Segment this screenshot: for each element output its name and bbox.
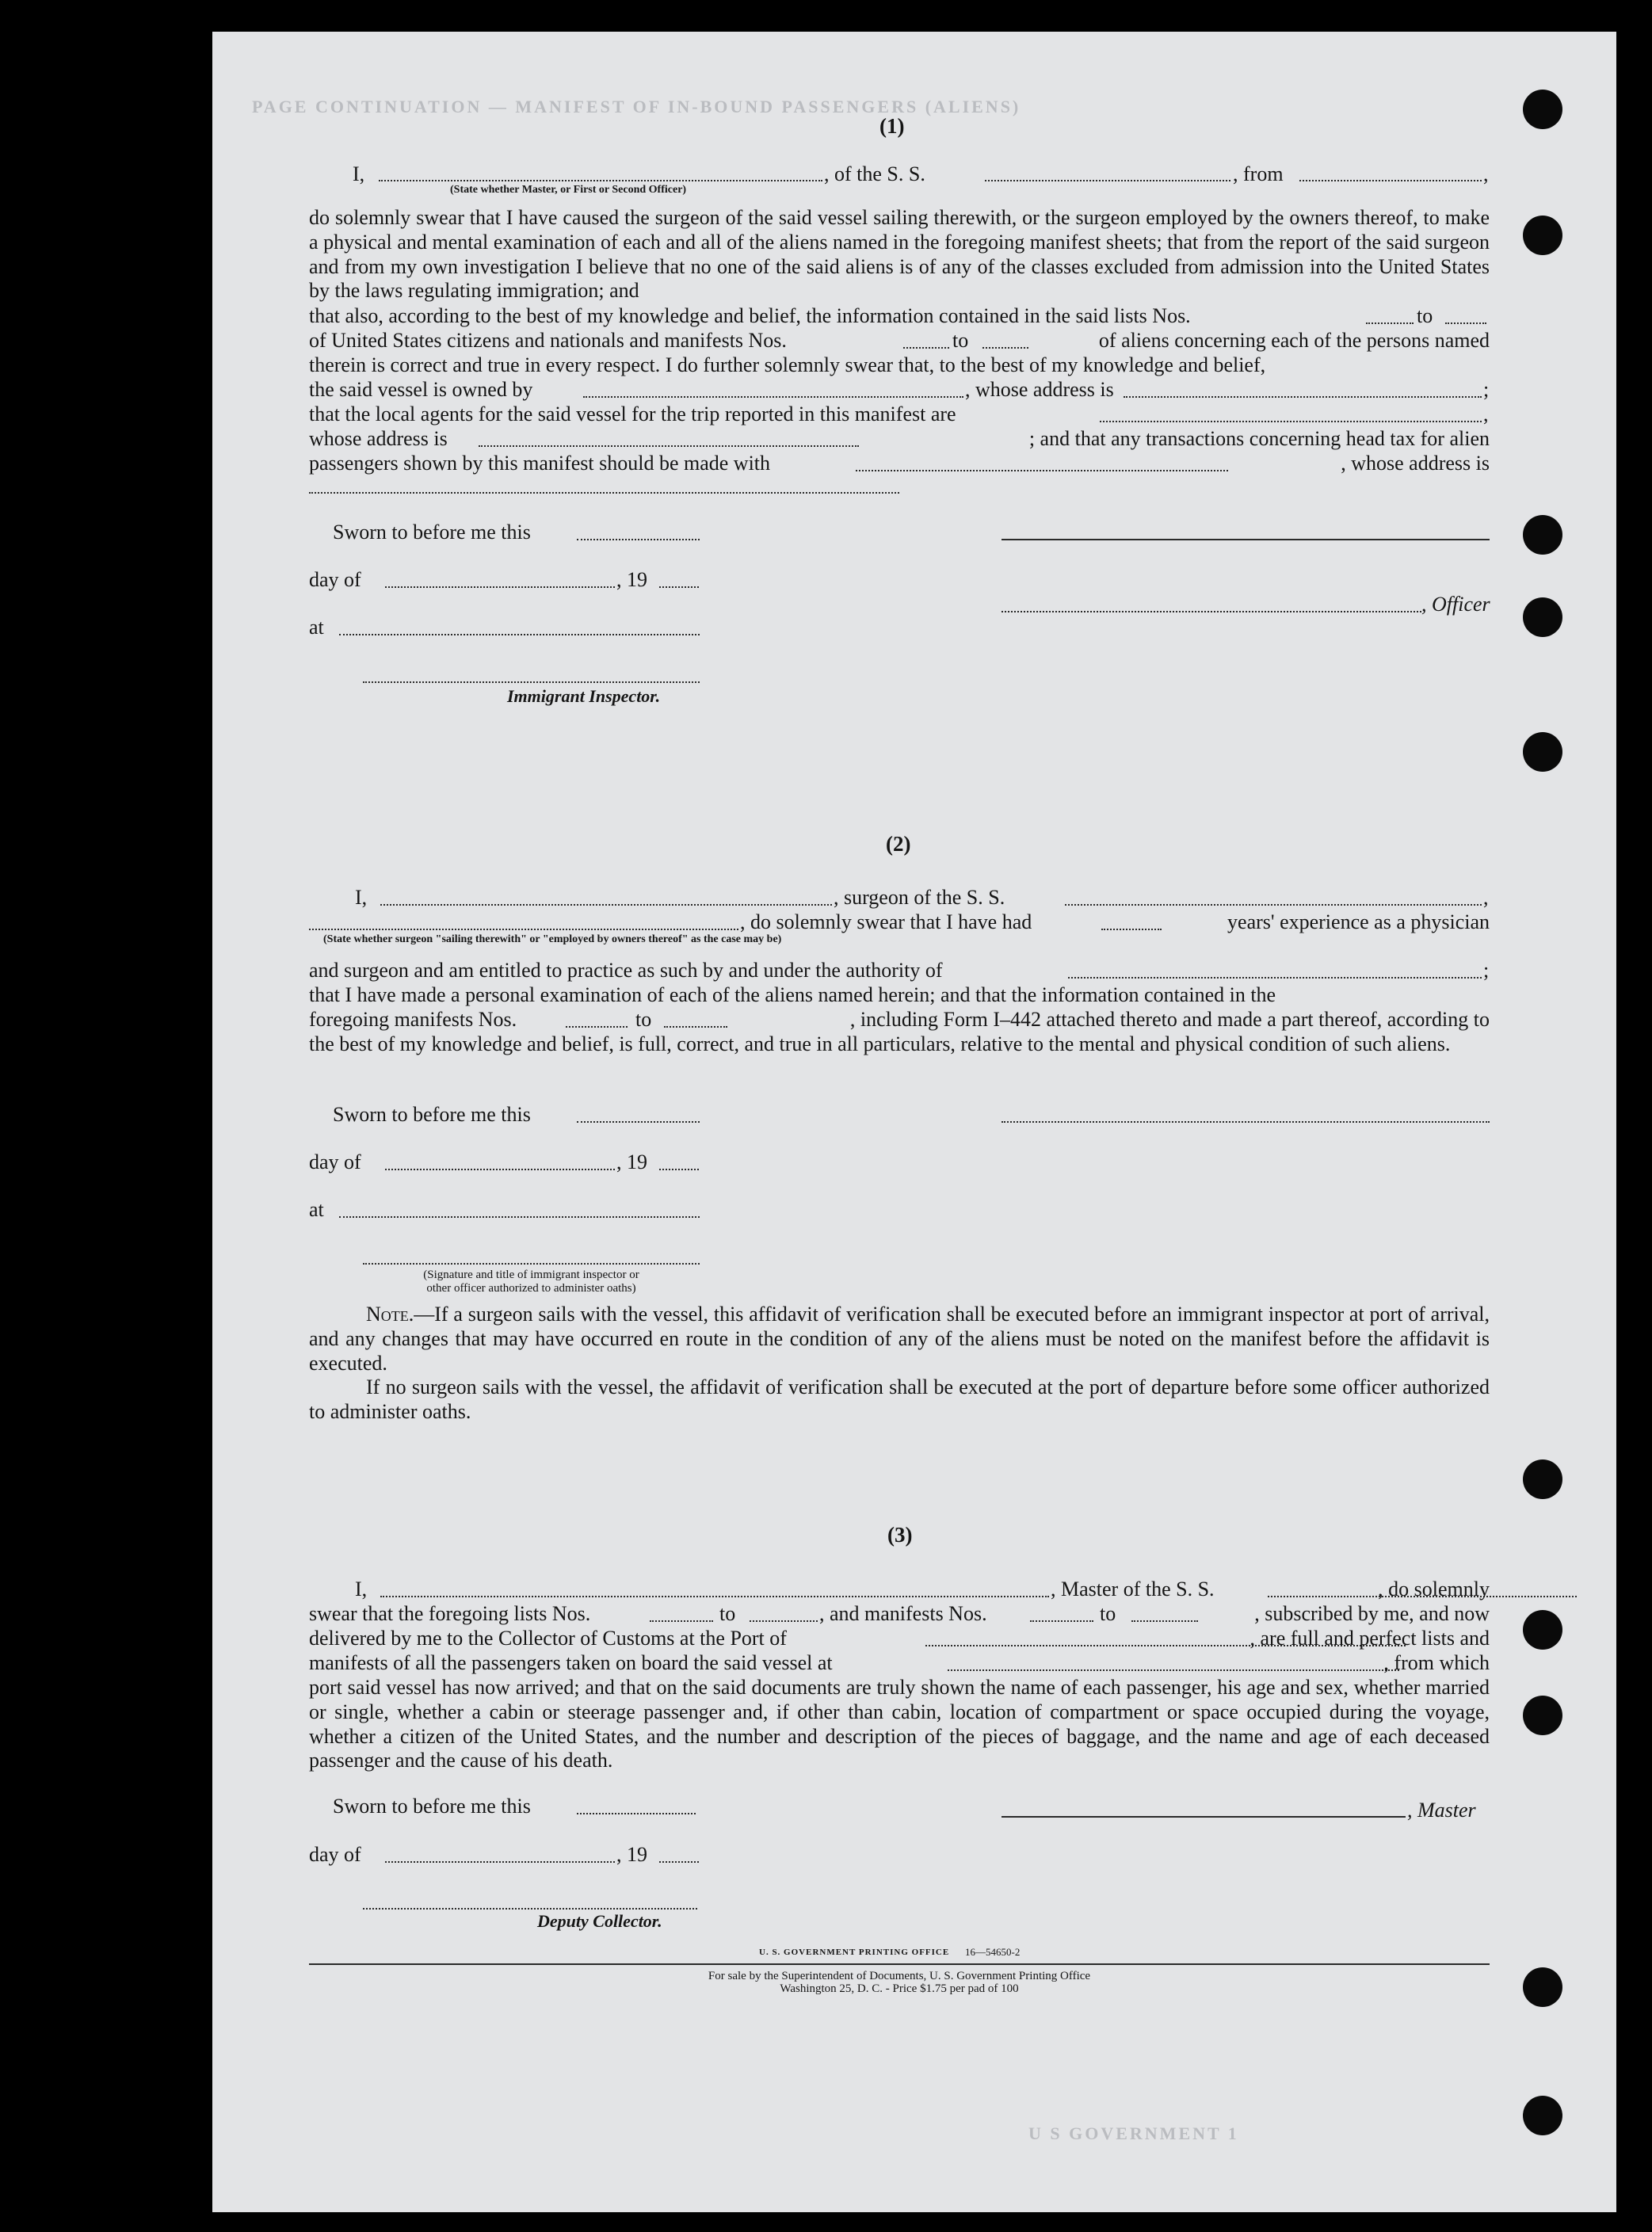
s2-surgeon-name-field[interactable] (380, 904, 832, 906)
s2-inspector-signature-line[interactable] (363, 1263, 700, 1265)
s1-semicolon: ; (1483, 378, 1490, 401)
section-3-number: (3) (887, 1523, 913, 1547)
s1-agents-address-label: whose address is (309, 427, 448, 450)
s3-manifests-from-field[interactable] (1030, 1620, 1093, 1622)
s1-day-of: day of (309, 568, 361, 591)
s2-note-text: —If a surgeon sails with the vessel, this affidavit of verification shall be executed before an immigrant inspector at port of arrival, and any changes that may have occurred en route in the condition of any of the aliens must be noted on the manifest before the affidavit is executed. (309, 1303, 1490, 1375)
s1-lists-to-field[interactable] (1445, 322, 1486, 324)
s1-agents-address-field[interactable] (479, 445, 859, 447)
s1-year-field[interactable] (659, 586, 699, 588)
s2-examination-text: that I have made a personal examination of each of the aliens named herein; and that the information contained in the (309, 983, 1276, 1006)
s1-sworn: Sworn to before me this (333, 521, 531, 544)
s3-master-of-ss: , Master of the S. S. (1051, 1578, 1215, 1601)
s1-aliens-text: of aliens concerning each of the persons named (1098, 329, 1490, 352)
s1-at-place-field[interactable] (339, 634, 700, 635)
s1-head-tax-address-label: , whose address is (1341, 452, 1490, 475)
s1-lists-to: to (1417, 304, 1433, 327)
s1-oath-text: do solemnly swear that I have caused the surgeon of the said vessel sailing therewith, or the surgeon employed by the owners thereof, to make a physical and mental examination of each and all of the aliens named in the foregoing manifest sheets; that from the report of the said surgeon and from my own investigation I believe that no one of the said aliens is of any of the classes excluded from admission into the United States by the laws regulating immigration; and (309, 206, 1490, 303)
s3-manifests-text: , and manifests Nos. (819, 1602, 987, 1625)
s2-belief-text: the best of my knowledge and belief, is full, correct, and true in all particulars, relative to the mental and physical condition of such aliens. (309, 1032, 1451, 1055)
s2-manifests-text: foregoing manifests Nos. (309, 1008, 517, 1031)
s2-years-field[interactable] (1101, 929, 1162, 930)
s2-sig-caption-2: other officer authorized to administer oaths) (426, 1282, 636, 1295)
punch-hole-3 (1523, 515, 1562, 555)
s2-year-field[interactable] (659, 1169, 699, 1170)
s3-sworn-day-field[interactable] (577, 1813, 696, 1814)
s2-authority-field[interactable] (1068, 977, 1482, 979)
s1-from: , from (1233, 162, 1284, 185)
s3-taken-text: manifests of all the passengers taken on board the said vessel at (309, 1651, 833, 1674)
s2-years-text: years' experience as a physician (1227, 910, 1490, 933)
s2-at-place-field[interactable] (339, 1216, 700, 1218)
s1-i: I, (353, 162, 365, 185)
s1-inspector-label: Immigrant Inspector. (507, 686, 661, 706)
s3-lists-from-field[interactable] (650, 1620, 713, 1622)
s1-owner-address-label: , whose address is (965, 378, 1114, 401)
s2-day-of: day of (309, 1150, 361, 1173)
s1-of-ss: , of the S. S. (824, 162, 925, 185)
s3-arrival-text: port said vessel has now arrived; and that on the said documents are truly shown the name of each passenger, his age and sex, whether married or single, whether a cabin or steerage passenger and, if other than cabin, location of compartment or space occupied during the voyage, whether a citizen of the United States, and the number and description of the pieces of baggage, and the name and age of each deceased passenger and the cause of his death. (309, 1676, 1490, 1772)
s2-surgeon-caption: (State whether surgeon "sailing therewith" or "employed by owners thereof" as the case may be) (323, 933, 782, 945)
s3-collector-signature-line[interactable] (363, 1908, 697, 1910)
s1-vessel-name-field[interactable] (985, 180, 1230, 181)
s1-sworn-day-field[interactable] (577, 539, 700, 540)
s1-year-prefix: , 19 (616, 568, 647, 591)
s3-day-of: day of (309, 1843, 361, 1866)
s1-manifests-to-field[interactable] (982, 347, 1028, 349)
s3-collector-label: Deputy Collector. (537, 1911, 662, 1931)
s2-sig-caption-1: (Signature and title of immigrant inspector or (423, 1269, 639, 1281)
s2-comma: , (1483, 886, 1489, 909)
s3-arrival-paragraph (309, 1676, 1490, 1773)
s3-solemnly: , do solemnly (1378, 1578, 1490, 1601)
s2-month-field[interactable] (385, 1169, 615, 1170)
punch-hole-9 (1523, 1967, 1562, 2007)
s1-head-tax-text: ; and that any transactions concerning head tax for alien (1028, 427, 1490, 450)
s1-owned-by: the said vessel is owned by (309, 378, 533, 401)
s2-sworn: Sworn to before me this (333, 1103, 531, 1126)
s2-examination-paragraph (309, 983, 1490, 1008)
punch-hole-10 (1523, 2096, 1562, 2135)
s3-month-field[interactable] (385, 1861, 615, 1863)
form-code: 16—54650-2 (965, 1946, 1021, 1958)
s3-master-name-field[interactable] (380, 1596, 1049, 1597)
s3-master-signature-line[interactable] (1002, 1816, 1406, 1818)
s3-year-field[interactable] (659, 1861, 699, 1863)
s1-further-text: therein is correct and true in every respect. I do further solemnly swear that, to the best of my knowledge and belief, (309, 353, 1266, 376)
s2-swear-text: , do solemnly swear that I have had (740, 910, 1032, 933)
s1-officer-signature-line[interactable] (1002, 539, 1490, 540)
footer-rule (309, 1963, 1490, 1965)
bleed-through-header: PAGE CONTINUATION — MANIFEST OF IN-BOUND PASSENGERS (ALIENS) (252, 97, 1021, 116)
s1-head-tax-party-field[interactable] (856, 470, 1228, 471)
s3-lists-to-field[interactable] (750, 1620, 818, 1622)
punch-hole-6 (1523, 1459, 1562, 1499)
s3-from-which: , from which (1383, 1651, 1490, 1674)
section-2-number: (2) (886, 832, 911, 856)
s2-manifests-to: to (635, 1008, 652, 1031)
s1-head-tax-address-field[interactable] (309, 492, 899, 494)
s1-owner-field[interactable] (583, 396, 963, 398)
s2-note2-text: If no surgeon sails with the vessel, the affidavit of verification shall be executed at the port of departure before some officer authorized to administer oaths. (309, 1375, 1490, 1424)
s2-surgeon-status-field[interactable] (309, 929, 738, 930)
s1-officer-label: , Officer (1421, 593, 1490, 616)
printing-office-label: U. S. GOVERNMENT PRINTING OFFICE (759, 1948, 950, 1957)
s3-lists-to: to (719, 1602, 736, 1625)
s1-agents-text: that the local agents for the said vessel for the trip reported in this manifest are (309, 403, 956, 425)
s1-agents-comma: , (1483, 403, 1489, 425)
sale-line-2: Washington 25, D. C. - Price $1.75 per pad of 100 (780, 1982, 1019, 1995)
s1-inspector-signature-line[interactable] (363, 681, 700, 683)
s1-passengers-text: passengers shown by this manifest should be made with (309, 452, 771, 475)
s3-manifests-to-field[interactable] (1131, 1620, 1198, 1622)
s3-lists-text: swear that the foregoing lists Nos. (309, 1602, 591, 1625)
s2-vessel-name-field[interactable] (1065, 904, 1482, 906)
s1-from-port-field[interactable] (1299, 180, 1482, 181)
s1-comma: , (1483, 162, 1489, 185)
s3-year-prefix: , 19 (616, 1843, 647, 1866)
s1-officer-title-field[interactable] (1002, 611, 1421, 612)
bleed-through-footer: U S GOVERNMENT 1 (1028, 2123, 1239, 2143)
s2-surgeon-of-ss: , surgeon of the S. S. (834, 886, 1005, 909)
s3-manifests-to: to (1100, 1602, 1116, 1625)
punch-hole-7 (1523, 1610, 1562, 1650)
punch-hole-4 (1523, 597, 1562, 637)
s3-sworn: Sworn to before me this (333, 1795, 531, 1818)
s1-at: at (309, 616, 324, 639)
s3-delivered-text: delivered by me to the Collector of Customs at the Port of (309, 1627, 787, 1650)
sale-line-1: For sale by the Superintendent of Documents, U. S. Government Printing Office (708, 1970, 1091, 1982)
s1-manifests-text: of United States citizens and nationals and manifests Nos. (309, 329, 787, 352)
s2-surgeon-signature-line[interactable] (1002, 1121, 1490, 1123)
section-1-number: (1) (879, 114, 905, 138)
s1-oath-paragraph (309, 206, 1490, 303)
s1-agents-field[interactable] (1100, 421, 1482, 422)
s3-master-label: , Master (1407, 1799, 1476, 1822)
s1-month-field[interactable] (385, 586, 615, 588)
punch-hole-1 (1523, 90, 1562, 129)
s1-manifests-to: to (952, 329, 969, 352)
s1-lists-text: that also, according to the best of my knowledge and belief, the information contained in the said lists Nos. (309, 304, 1191, 327)
s2-semicolon: ; (1483, 959, 1490, 982)
s1-officer-name-field[interactable] (379, 180, 822, 181)
s2-note-label: Note. (366, 1303, 414, 1326)
s2-authority-text: and surgeon and am entitled to practice as such by and under the authority of (309, 959, 943, 982)
s1-further-paragraph (309, 353, 1490, 378)
form-page (212, 32, 1616, 2212)
s1-lists-from-field[interactable] (1366, 322, 1414, 324)
punch-hole-8 (1523, 1696, 1562, 1735)
s3-i: I, (355, 1578, 368, 1601)
s2-manifests-to-field[interactable] (664, 1026, 727, 1028)
s1-manifests-from-field[interactable] (903, 347, 949, 349)
s2-i: I, (355, 886, 368, 909)
s2-year-prefix: , 19 (616, 1150, 647, 1173)
s3-perfect-text: , are full and perfect lists and (1249, 1627, 1490, 1650)
s1-officer-caption: (State whether Master, or First or Second Officer) (450, 184, 687, 196)
s1-owner-address-field[interactable] (1124, 396, 1482, 398)
s2-belief-paragraph (309, 1032, 1490, 1057)
s2-at: at (309, 1198, 324, 1221)
s2-note-paragraph (309, 1303, 1490, 1425)
s3-subscribed-text: , subscribed by me, and now (1254, 1602, 1490, 1625)
punch-hole-2 (1523, 216, 1562, 255)
s2-sworn-day-field[interactable] (577, 1121, 700, 1123)
s2-form-text: , including Form I–442 attached thereto and made a part thereof, according to (849, 1008, 1490, 1031)
s2-manifests-from-field[interactable] (566, 1026, 628, 1028)
punch-hole-5 (1523, 732, 1562, 772)
